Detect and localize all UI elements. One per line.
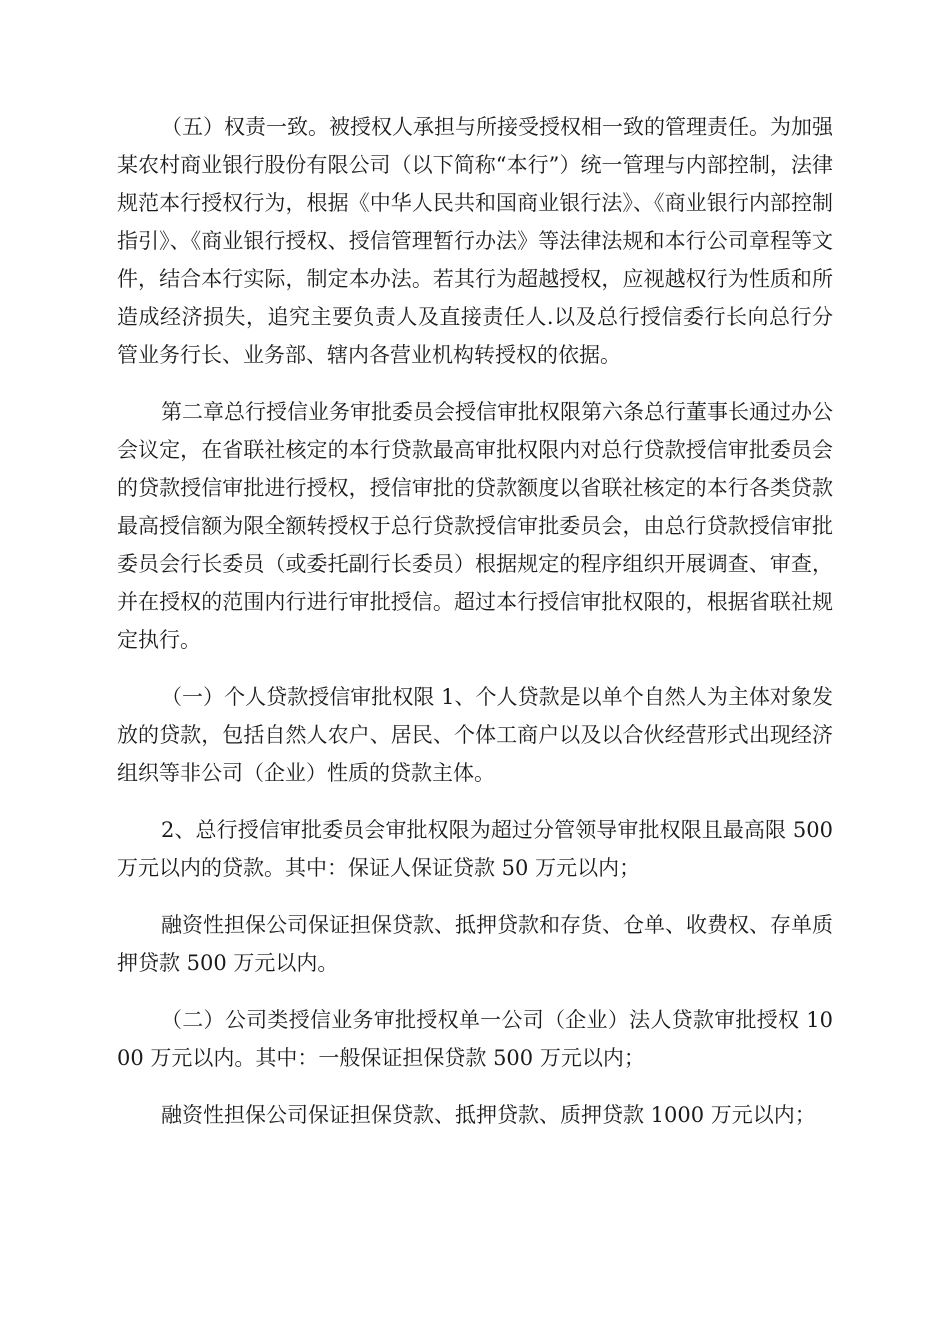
paragraph-authority-principle: （五）权责一致。被授权人承担与所接受授权相一致的管理责任。为加强某农村商业银行股份有限公司（以下简称“本行”）统一管理与内部控制，法律规范本行授权行为，根据《中华人民共和国商业银行法》、《商业银行内部控制指引》、《商业银行授权、授信管理暂行办法》等法律法规和本行公司章程等文件，结合本行实际，制定本办法。若其行为超越授权，应视越权行为性质和所造成经济损失，追究主要负责人及直接责任人.以及总行授信委行长向总行分管业务行长、业务部、辖内各营业机构转授权的依据。 [117, 115, 833, 367]
document-page [117, 108, 833, 1153]
paragraph-corporate-guarantee-limit: 融资性担保公司保证担保贷款、抵押贷款、质押贷款 1000 万元以内； [161, 1103, 816, 1127]
paragraph-personal-loan-authority: （一）个人贷款授信审批权限 1、个人贷款是以单个自然人为主体对象发放的贷款，包括自然人农户、居民、个体工商户以及以合伙经营形式出现经济组织等非公司（企业）性质的贷款主体。 [117, 685, 833, 785]
paragraph-committee-limit: 2、总行授信审批委员会审批权限为超过分管领导审批权限且最高限 500 万元以内的贷款。其中：保证人保证贷款 50 万元以内； [117, 818, 833, 880]
paragraph-chapter-two-article-six: 第二章总行授信业务审批委员会授信审批权限第六条总行董事长通过办公会议定，在省联社核定的本行贷款最高审批权限内对总行贷款授信审批委员会的贷款授信审批进行授权，授信审批的贷款额度以省联社核定的本行各类贷款最高授信额为限全额转授权于总行贷款授信审批委员会，由总行贷款授信审批委员会行长委员（或委托副行长委员）根据规定的程序组织开展调查、审查，并在授权的范围内行进行审批授信。超过本行授信审批权限的，根据省联社规定执行。 [117, 400, 833, 652]
paragraph-corporate-loan-authority: （二）公司类授信业务审批授权单一公司（企业）法人贷款审批授权 1000 万元以内。其中：一般保证担保贷款 500 万元以内； [117, 1008, 833, 1070]
paragraph-guarantee-pledge-limit: 融资性担保公司保证担保贷款、抵押贷款和存货、仓单、收费权、存单质押贷款 500 万元以内。 [117, 913, 833, 975]
